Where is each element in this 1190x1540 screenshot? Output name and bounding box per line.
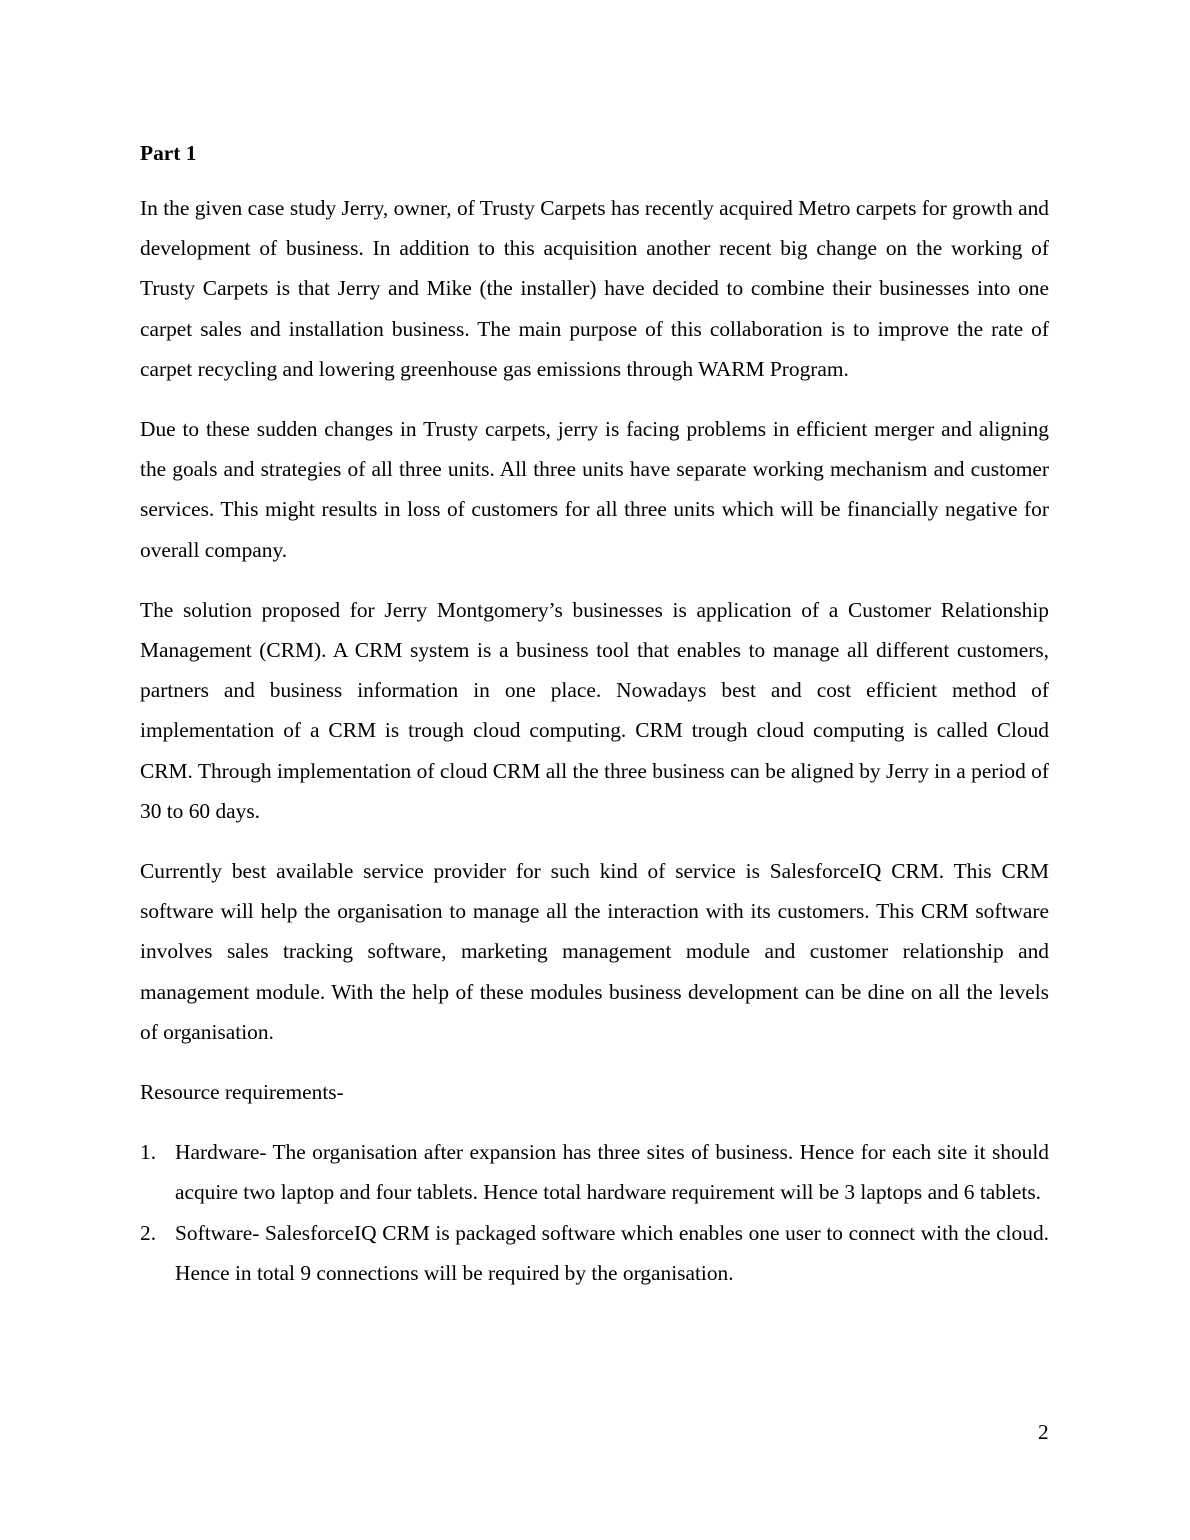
section-heading: Part 1 <box>140 141 197 165</box>
resource-list <box>140 1132 1049 1293</box>
paragraph-solution: The solution proposed for Jerry Montgomery’s businesses is application of a Customer Relationship Management (CRM). A CRM system is a business tool that enables to manage all different customers, partners and business information in one place. Nowadays best and cost efficient method of implementation of a CRM is trough cloud computing. CRM trough cloud computing is called Cloud CRM. Through implementation of cloud CRM all the three business can be aligned by Jerry in a period of 30 to 60 days. <box>140 597 1049 823</box>
paragraph-problems: Due to these sudden changes in Trusty carpets, jerry is facing problems in efficient merger and aligning the goals and strategies of all three units. All three units have separate working mechanism and customer services. This might results in loss of customers for all three units which will be financially negative for overall company. <box>140 417 1049 562</box>
list-item <box>140 1132 1049 1212</box>
page-number: 2 <box>1038 1420 1049 1444</box>
list-number: 2. <box>140 1220 157 1245</box>
paragraph-case-study: In the given case study Jerry, owner, of Trusty Carpets has recently acquired Metro carpets for growth and development of business. In addition to this acquisition another recent big change on the working of Trusty Carpets is that Jerry and Mike (the installer) have decided to combine their businesses into one carpet sales and installation business. The main purpose of this collaboration is to improve the rate of carpet recycling and lowering greenhouse gas emissions through WARM Program. <box>140 196 1049 381</box>
list-text: Hardware- The organisation after expansion has three sites of business. Hence for each site it should acquire two laptop and four tablets. Hence total hardware requirement will be 3 laptops and 6 tablets. <box>175 1140 1049 1205</box>
paragraph-provider: Currently best available service provider for such kind of service is SalesforceIQ CRM. This CRM software will help the organisation to manage all the interaction with its customers. This CRM software involves sales tracking software, marketing management module and customer relationship and management module. With the help of these modules business development can be dine on all the levels of organisation. <box>140 859 1049 1044</box>
document-page <box>140 138 1049 1293</box>
list-item <box>140 1213 1049 1293</box>
list-number: 1. <box>140 1140 157 1165</box>
paragraph-resource-heading: Resource requirements- <box>140 1080 344 1105</box>
list-text: Software- SalesforceIQ CRM is packaged software which enables one user to connect with the cloud. Hence in total 9 connections will be required by the organisation. <box>175 1220 1049 1285</box>
